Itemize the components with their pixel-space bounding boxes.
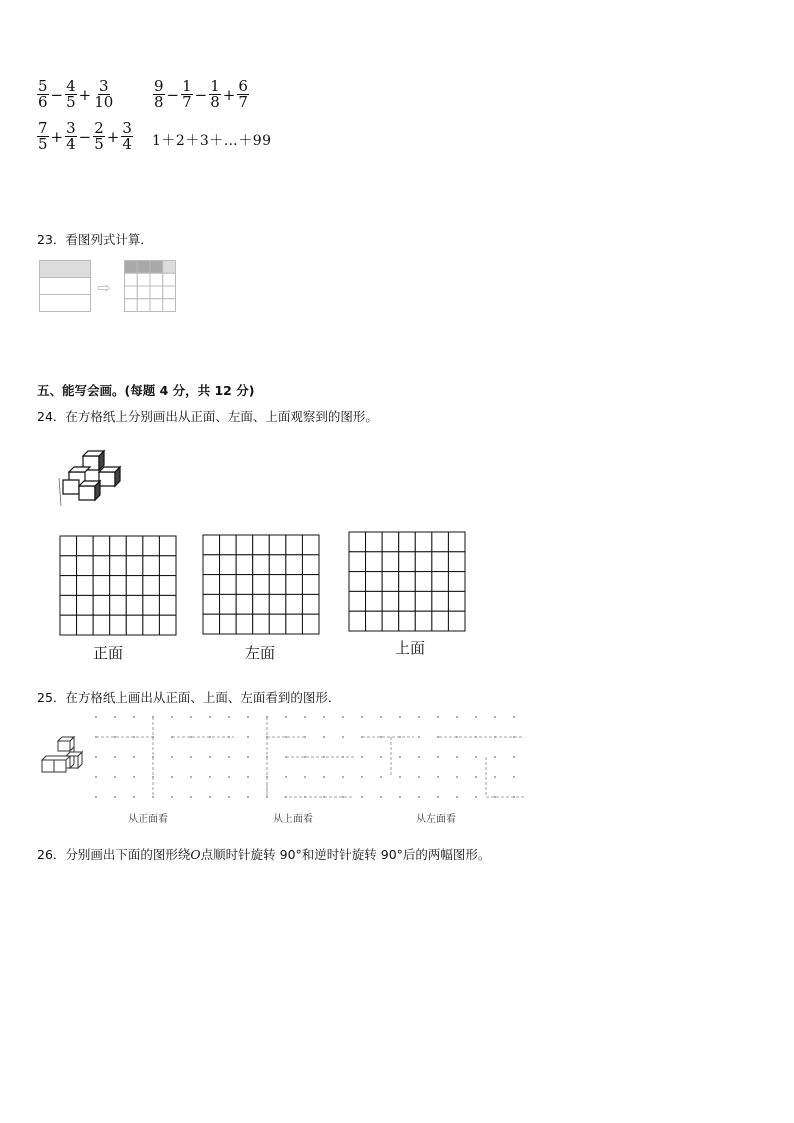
grid-cell	[236, 535, 253, 555]
grid-dot	[494, 716, 496, 718]
grid-dot	[323, 716, 325, 718]
fraction	[153, 79, 165, 110]
grid-cell	[415, 591, 432, 611]
fraction	[37, 79, 49, 110]
fraction	[93, 79, 114, 110]
grid-cell	[399, 572, 416, 592]
grid-dot	[456, 796, 458, 798]
grid-cell	[253, 594, 270, 614]
grid-cell	[286, 614, 303, 634]
grid-cell	[432, 532, 449, 552]
grid-dot	[304, 736, 306, 738]
grid-dot	[513, 776, 515, 778]
grid-dot	[247, 716, 249, 718]
grid-cell	[349, 591, 366, 611]
grid-dot	[437, 736, 439, 738]
grid-cell	[302, 575, 319, 595]
grid-dot	[342, 736, 344, 738]
grid-dot	[209, 776, 211, 778]
grid-dot	[456, 756, 458, 758]
fraction	[93, 121, 105, 152]
grid-dot	[95, 716, 97, 718]
grid-cell	[415, 611, 432, 631]
dot-grid	[94, 714, 528, 804]
grid-cell	[302, 614, 319, 634]
grid-dot	[475, 776, 477, 778]
grid-cell	[399, 591, 416, 611]
grid-dot	[95, 776, 97, 778]
numerator: 7	[38, 119, 48, 137]
grid-dot	[418, 756, 420, 758]
grid-dot	[399, 716, 401, 718]
numerator: 3	[122, 119, 132, 137]
question-23-figure-2	[124, 260, 176, 312]
grid-cell	[415, 552, 432, 572]
grid-dot	[209, 756, 211, 758]
grid-front	[59, 535, 177, 636]
grid-cell	[302, 594, 319, 614]
question-24-text: 24．在方格纸上分别画出从正面、左面、上面观察到的图形。	[37, 409, 378, 424]
question-25-text: 25．在方格纸上画出从正面、上面、左面看到的图形．	[37, 690, 341, 705]
grid-dot	[323, 736, 325, 738]
cube-stack-figure	[55, 448, 135, 510]
grid-dot	[380, 796, 382, 798]
grid-dot	[209, 796, 211, 798]
small-cube-figure	[40, 736, 90, 776]
numerator: 4	[66, 77, 76, 95]
grid-cell	[150, 286, 163, 299]
grid-dot	[418, 776, 420, 778]
grid-cell	[448, 532, 465, 552]
grid-dot	[171, 776, 173, 778]
denominator: 8	[210, 93, 220, 111]
grid-cell	[137, 299, 150, 312]
arrow-icon: ⇨	[97, 278, 111, 297]
question-23-figure-1	[39, 260, 91, 312]
numerator: 2	[94, 119, 104, 137]
grid-cell	[286, 575, 303, 595]
grid-cell	[220, 614, 237, 634]
grid-dot	[247, 736, 249, 738]
grid-dot	[418, 716, 420, 718]
grid-dot	[285, 736, 287, 738]
grid-cell	[159, 556, 176, 576]
grid-cell	[399, 532, 416, 552]
grid-cell	[163, 261, 176, 274]
denominator: 5	[66, 93, 76, 111]
exercise-row2-left	[36, 121, 134, 152]
grid-cell	[125, 286, 138, 299]
grid-cell	[137, 273, 150, 286]
grid-dot	[114, 756, 116, 758]
grid-dot	[380, 716, 382, 718]
grid-dot	[228, 796, 230, 798]
grid-cell	[163, 273, 176, 286]
grid-cell	[93, 615, 110, 635]
fraction-strip	[40, 278, 91, 295]
grid-cell	[163, 286, 176, 299]
grid-dot	[494, 776, 496, 778]
label-front: 正面	[93, 644, 124, 662]
grid-cell	[159, 595, 176, 615]
grid-cell	[110, 615, 127, 635]
operator: −	[166, 85, 180, 104]
grid-dot	[342, 716, 344, 718]
operator: +	[222, 85, 236, 104]
numerator: 1	[182, 77, 192, 95]
grid-cell	[236, 575, 253, 595]
grid-dot	[342, 796, 344, 798]
grid-cell	[349, 552, 366, 572]
grid-cell	[126, 576, 143, 596]
grid-dot	[171, 796, 173, 798]
grid-cell	[143, 556, 160, 576]
grid-cell	[220, 594, 237, 614]
grid-dot	[361, 796, 363, 798]
point-o: O	[190, 847, 201, 862]
grid-dot	[133, 756, 135, 758]
grid-cell	[236, 555, 253, 575]
grid-cell	[415, 532, 432, 552]
grid-dot	[190, 776, 192, 778]
grid-dot	[304, 716, 306, 718]
grid-cell	[77, 556, 94, 576]
grid-dot	[475, 796, 477, 798]
denominator: 4	[66, 135, 76, 153]
grid-cell	[93, 576, 110, 596]
grid-cell	[302, 555, 319, 575]
grid-cell	[349, 532, 366, 552]
numerator: 3	[66, 119, 76, 137]
grid-cell	[220, 535, 237, 555]
grid-cell	[60, 556, 77, 576]
operator: −	[194, 85, 208, 104]
grid-dot	[361, 716, 363, 718]
grid-dot	[285, 716, 287, 718]
grid-cell	[126, 556, 143, 576]
grid-dot	[114, 716, 116, 718]
grid-dot	[228, 756, 230, 758]
grid-dot	[456, 776, 458, 778]
grid-cell	[286, 555, 303, 575]
grid-cell	[93, 556, 110, 576]
fraction-strip	[40, 295, 91, 312]
numerator: 6	[238, 77, 248, 95]
fraction	[121, 121, 133, 152]
grid-cell	[366, 611, 383, 631]
grid-cell	[125, 299, 138, 312]
exercise-row1-left	[36, 79, 115, 110]
grid-cell	[220, 555, 237, 575]
grid-dot	[513, 756, 515, 758]
grid-cell	[432, 552, 449, 572]
label-left: 左面	[245, 644, 276, 662]
grid-cell	[125, 273, 138, 286]
grid-cell	[203, 614, 220, 634]
grid-cell	[137, 261, 150, 274]
grid-cell	[286, 594, 303, 614]
grid-cell	[269, 594, 286, 614]
grid-cell	[366, 532, 383, 552]
grid-cell	[236, 614, 253, 634]
grid-cell	[399, 611, 416, 631]
grid-cell	[349, 572, 366, 592]
fraction	[65, 79, 77, 110]
grid-cell	[432, 572, 449, 592]
grid-dot	[171, 716, 173, 718]
denominator: 4	[122, 135, 132, 153]
grid-cell	[236, 594, 253, 614]
grid-cell	[448, 611, 465, 631]
grid-cell	[253, 614, 270, 634]
label-view-front: 从正面看	[128, 814, 168, 825]
grid-cell	[302, 535, 319, 555]
label-top: 上面	[395, 639, 426, 657]
grid-dot	[247, 796, 249, 798]
grid-cell	[60, 576, 77, 596]
grid-cell	[77, 595, 94, 615]
grid-cell	[432, 591, 449, 611]
fraction	[209, 79, 221, 110]
grid-dot	[247, 776, 249, 778]
denominator: 7	[182, 93, 192, 111]
fraction	[37, 121, 49, 152]
label-view-left: 从左面看	[416, 814, 456, 825]
grid-cell	[60, 595, 77, 615]
grid-cell	[150, 273, 163, 286]
grid-dot	[114, 736, 116, 738]
grid-cell	[143, 615, 160, 635]
grid-cell	[366, 572, 383, 592]
question-26-text-before: 26．分别画出下面的图形绕	[37, 847, 191, 862]
grid-cell	[110, 576, 127, 596]
grid-dot	[380, 736, 382, 738]
grid-dot	[399, 756, 401, 758]
operator: −	[78, 127, 92, 146]
grid-cell	[110, 536, 127, 556]
grid-cell	[286, 535, 303, 555]
grid-cell	[448, 572, 465, 592]
numerator: 5	[38, 77, 48, 95]
grid-cell	[150, 261, 163, 274]
grid-dot	[437, 716, 439, 718]
grid-dot	[95, 756, 97, 758]
grid-cell	[137, 286, 150, 299]
grid-cell	[203, 575, 220, 595]
grid-cell	[126, 615, 143, 635]
grid-cell	[93, 536, 110, 556]
grid-cell	[60, 536, 77, 556]
grid-cell	[399, 552, 416, 572]
question-26-text-after: 点顺时针旋转 90°和逆时针旋转 90°后的两幅图形。	[200, 847, 491, 862]
grid-dot	[114, 776, 116, 778]
grid-dot	[190, 716, 192, 718]
grid-cell	[203, 535, 220, 555]
grid-cell	[125, 261, 138, 274]
grid-cell	[143, 595, 160, 615]
question-23-text: 23．看图列式计算．	[37, 232, 153, 247]
grid-cell	[77, 576, 94, 596]
denominator: 6	[38, 93, 48, 111]
fraction	[237, 79, 249, 110]
grid-dot	[418, 796, 420, 798]
grid-dot	[494, 796, 496, 798]
grid-dot	[513, 716, 515, 718]
grid-cell	[60, 615, 77, 635]
grid-cell	[432, 611, 449, 631]
grid-cell	[143, 576, 160, 596]
grid-cell	[269, 614, 286, 634]
denominator: 5	[38, 135, 48, 153]
grid-cell	[110, 595, 127, 615]
grid-dot	[380, 776, 382, 778]
fraction	[65, 121, 77, 152]
grid-cell	[382, 611, 399, 631]
grid-dot	[475, 756, 477, 758]
grid-dot	[133, 716, 135, 718]
numerator: 3	[99, 77, 109, 95]
numerator: 9	[154, 77, 164, 95]
grid-top	[348, 531, 466, 632]
grid-cell	[382, 591, 399, 611]
grid-dot	[475, 716, 477, 718]
exercise-row2-right: 1＋2＋3＋…＋99	[152, 133, 272, 149]
denominator: 5	[94, 135, 104, 153]
grid-dot	[285, 776, 287, 778]
grid-cell	[77, 615, 94, 635]
grid-cell	[269, 555, 286, 575]
grid-cell	[382, 532, 399, 552]
grid-dot	[133, 796, 135, 798]
grid-cell	[159, 536, 176, 556]
grid-dot	[437, 776, 439, 778]
grid-dot	[437, 756, 439, 758]
grid-cell	[253, 555, 270, 575]
grid-cell	[366, 591, 383, 611]
grid-cell	[382, 552, 399, 572]
grid-cell	[77, 536, 94, 556]
grid-cell	[203, 594, 220, 614]
grid-cell	[253, 575, 270, 595]
grid-cell	[150, 299, 163, 312]
denominator: 8	[154, 93, 164, 111]
grid-cell	[349, 611, 366, 631]
operator: +	[50, 127, 64, 146]
grid-dot	[171, 756, 173, 758]
grid-cell	[415, 572, 432, 592]
grid-cell	[448, 552, 465, 572]
grid-dot	[95, 796, 97, 798]
grid-cell	[366, 552, 383, 572]
grid-dot	[342, 776, 344, 778]
grid-cell	[159, 576, 176, 596]
grid-dot	[456, 716, 458, 718]
grid-dot	[494, 756, 496, 758]
grid-cell	[382, 572, 399, 592]
grid-dot	[114, 796, 116, 798]
exercise-row1-right	[152, 79, 250, 110]
grid-cell	[143, 536, 160, 556]
grid-cell	[126, 536, 143, 556]
grid-cell	[269, 575, 286, 595]
grid-dot	[380, 756, 382, 758]
grid-dot	[133, 776, 135, 778]
grid-dot	[418, 736, 420, 738]
grid-dot	[209, 716, 211, 718]
grid-cell	[448, 591, 465, 611]
denominator: 10	[94, 93, 114, 111]
operator: +	[106, 127, 120, 146]
section-5-title: 五、能写会画。(每题 4 分，共 12 分)	[37, 383, 255, 398]
numerator: 1	[210, 77, 220, 95]
grid-dot	[228, 776, 230, 778]
grid-cell	[220, 575, 237, 595]
operator: +	[78, 85, 92, 104]
grid-dot	[361, 776, 363, 778]
grid-dot	[304, 776, 306, 778]
grid-dot	[361, 756, 363, 758]
fraction-strip	[40, 261, 91, 278]
label-view-top: 从上面看	[273, 814, 313, 825]
question-26-text	[37, 845, 490, 863]
grid-cell	[110, 556, 127, 576]
grid-dot	[323, 776, 325, 778]
grid-cell	[203, 555, 220, 575]
fraction	[181, 79, 193, 110]
grid-dot	[399, 796, 401, 798]
operator: −	[50, 85, 64, 104]
grid-cell	[253, 535, 270, 555]
grid-dot	[399, 776, 401, 778]
grid-dot	[437, 796, 439, 798]
grid-left	[202, 534, 320, 635]
grid-dot	[304, 756, 306, 758]
grid-cell	[269, 535, 286, 555]
grid-cell	[126, 595, 143, 615]
grid-cell	[163, 299, 176, 312]
grid-dot	[247, 756, 249, 758]
grid-cell	[159, 615, 176, 635]
grid-dot	[190, 736, 192, 738]
grid-cell	[93, 595, 110, 615]
grid-dot	[228, 716, 230, 718]
denominator: 7	[238, 93, 248, 111]
grid-dot	[190, 796, 192, 798]
grid-dot	[190, 756, 192, 758]
